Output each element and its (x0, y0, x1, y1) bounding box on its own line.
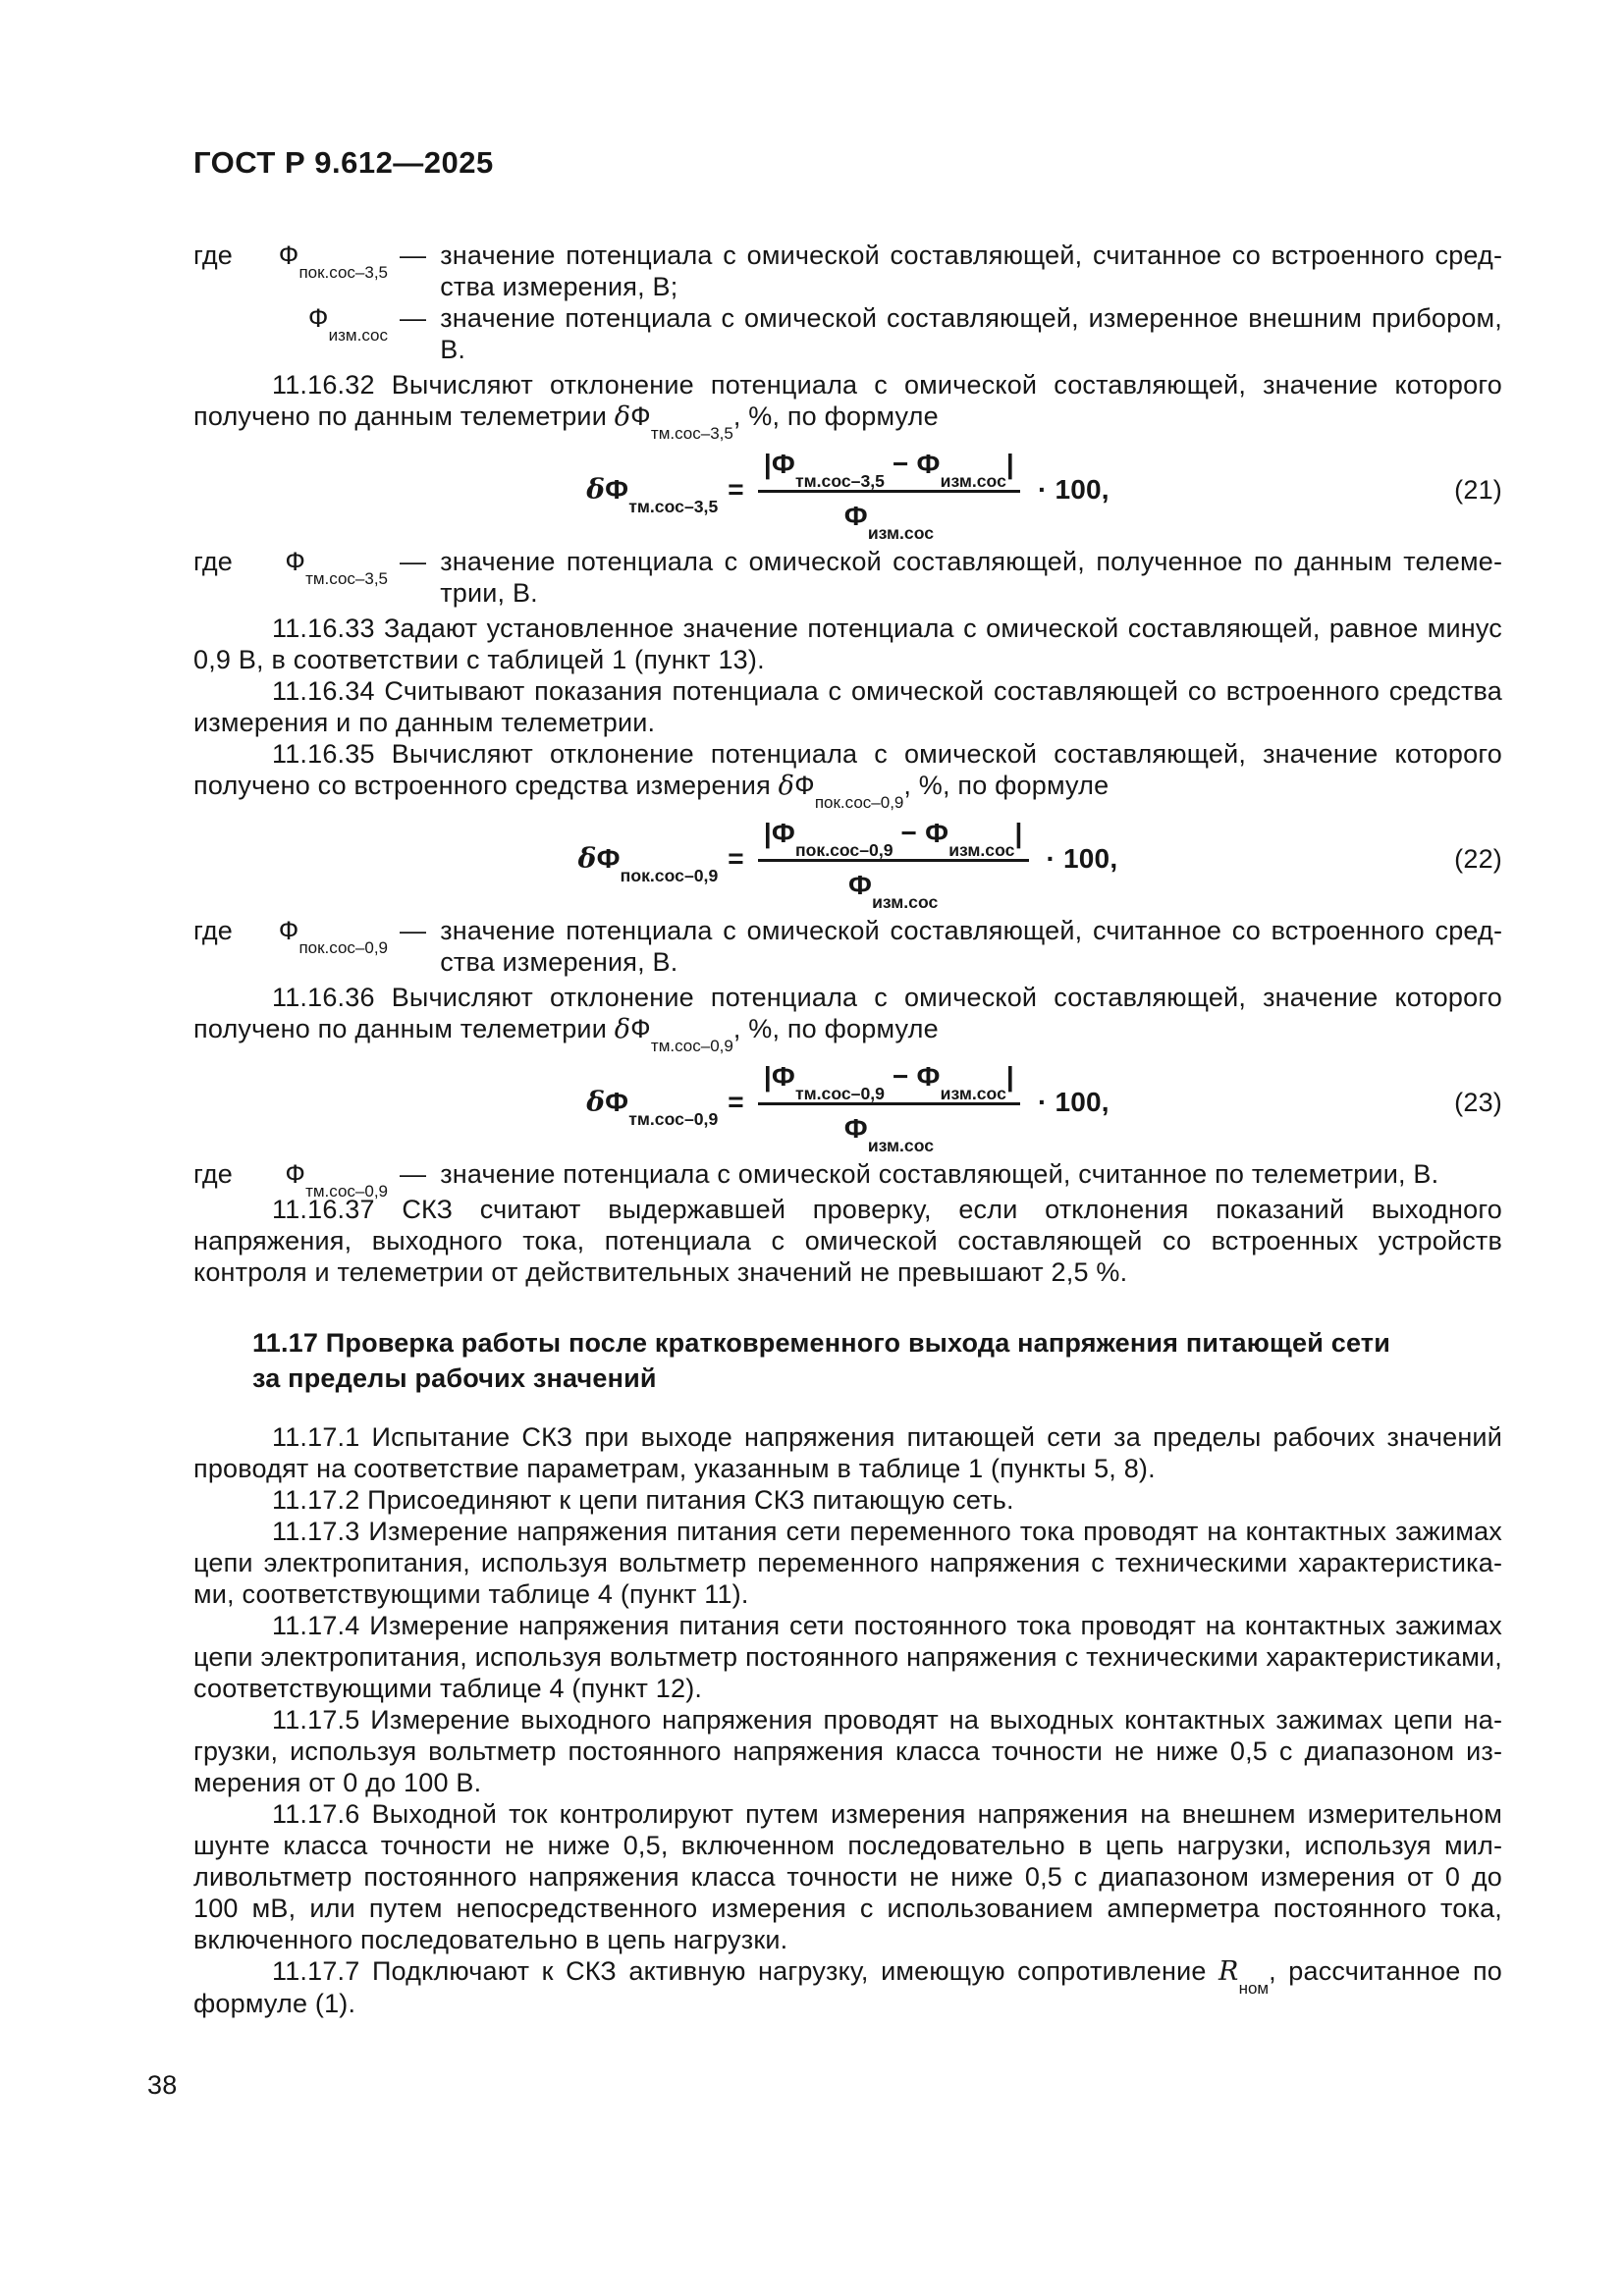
formula-22 (577, 818, 1118, 912)
subscript: тм.сос–0,9 (305, 1181, 388, 1201)
abs-bar: | (1014, 818, 1023, 848)
paragraph-11-17-5: 11.17.5 Измерение выходного напряжения проводят на выходных контактных зажимах цепи нагрузки, используя вольтметр постоянного напряжения класса точности не ниже 0,5 с диапазоном измерения от 0 до 100 В. (193, 1705, 1502, 1797)
paragraph-text: , %, по формуле (732, 401, 939, 431)
paragraph-text: 11.17.7 Подключают к СКЗ активную нагрузку, имеющую сопротивление (272, 1956, 1219, 1986)
subscript: пок.сос–0,9 (794, 840, 893, 860)
paragraph-11-16-34: 11.16.34 Считывают показания потенциала с омической составляющей со встроенного средства измерения и по данным телеметрии. (193, 676, 1502, 737)
subscript: изм.сос (940, 471, 1006, 491)
abs-bar: | (1005, 1061, 1014, 1092)
paragraph-11-17-4: 11.17.4 Измерение напряжения питания сети постоянного тока проводят на контактных зажимах цепи электропитания, используя вольтметр постоянного напряжения с техническими характеристиками, соответствующими таблице 4 (пункт 12). (193, 1611, 1502, 1703)
subscript: пок.сос–3,5 (298, 262, 388, 282)
paragraph-11-16-36 (193, 982, 1502, 1055)
definition-block-4 (193, 1158, 1502, 1201)
inline-formula (1218, 1956, 1270, 1998)
fraction-numerator (758, 1061, 1020, 1105)
subscript: изм.сос (948, 840, 1015, 860)
paragraph-11-17-2: 11.17.2 Присоединяют к цепи питания СКЗ питающую сеть. (272, 1485, 1014, 1515)
delta-symbol: δ (614, 1014, 631, 1044)
def-text: значение потенциала с омической составляющей, полученное по данным телеметрии, В. (440, 547, 1502, 608)
subscript: тм.сос–3,5 (305, 568, 388, 588)
subscript: тм.сос–3,5 (650, 423, 733, 443)
def-lead: где (193, 240, 234, 270)
inline-formula (614, 1014, 733, 1055)
paragraph-text: , рассчитанное по формуле (1). (193, 1956, 1502, 2018)
fraction-numerator (758, 818, 1029, 862)
minus-sign: − (892, 1061, 909, 1092)
fraction (758, 818, 1029, 912)
phi-symbol: Ф (843, 1113, 868, 1144)
subscript: тм.сос–3,5 (628, 496, 719, 516)
multiply-100: · 100, (1037, 1086, 1110, 1117)
def-text: значение потенциала с омической составляющей, измеренное внешним прибором, В. (440, 303, 1502, 364)
definition-row (193, 1158, 1502, 1201)
abs-bar: | (763, 449, 772, 479)
subscript: пок.сос–0,9 (620, 865, 719, 885)
delta-symbol: δ (614, 401, 631, 432)
equation-row-22 (193, 818, 1502, 912)
doc-code: ГОСТ Р 9.612—2025 (193, 145, 494, 180)
dash: — (400, 916, 427, 945)
phi-symbol: Ф (843, 501, 868, 531)
page-number: 38 (147, 2070, 178, 2100)
phi-symbol: Ф (278, 916, 299, 945)
paragraph-11-17-3: 11.17.3 Измерение напряжения питания сети переменного тока проводят на контактных зажимах цепи электропитания, используя вольтметр переменного напряжения с техническими характеристиками, соответствующими таблице 4 (пункт 11). (193, 1517, 1502, 1609)
multiply-100: · 100, (1037, 473, 1110, 505)
phi-symbol: Ф (630, 401, 651, 431)
phi-symbol: Ф (916, 449, 941, 479)
delta-symbol: δ (586, 472, 606, 506)
paragraph-text: 11.16.35 Вычисляют отклонение потенциала с омической составляющей, значение которого получено со встроенного средства измерения (193, 739, 1502, 800)
paragraph-11-16-35 (193, 738, 1502, 812)
dash: — (400, 1159, 427, 1189)
phi-symbol: Ф (605, 1086, 629, 1117)
def-lead: где (193, 547, 234, 576)
phi-symbol: Ф (285, 547, 306, 576)
phi-symbol: Ф (771, 818, 795, 848)
paragraph-11-16-33: 11.16.33 Задают установленное значение потенциала с омической составляющей, равное минус 0,9 В, в соответствии с таблицей 1 (пункт 13). (193, 614, 1502, 674)
phi-symbol: Ф (285, 1159, 306, 1189)
def-term (250, 915, 388, 957)
delta-symbol: δ (577, 841, 597, 875)
def-lead: где (193, 916, 234, 945)
fraction-denominator (843, 493, 935, 543)
subscript: изм.сос (867, 1136, 935, 1155)
paragraph-11-17-6: 11.17.6 Выходной ток контролируют путем измерения напряжения на внешнем измерительном шунте класса точности не ниже 0,5, включенном последовательно в цепь нагрузки, используя милливольтметр постоянного напряжения класса точности не ниже 0,5 с диапазоном измерения от 0 до 100 мВ, или путем непосредственного измерения с использованием амперметра постоянного тока, включенного последовательно в цепь нагрузки. (193, 1799, 1502, 1954)
subscript: тм.сос–0,9 (794, 1084, 885, 1103)
phi-symbol: Ф (794, 771, 815, 800)
formula-lhs (586, 472, 719, 516)
phi-symbol: Ф (278, 240, 299, 270)
equation-number: (23) (1454, 1087, 1502, 1117)
phi-symbol: Ф (916, 1061, 941, 1092)
paragraph-text: , %, по формуле (732, 1014, 939, 1043)
phi-symbol: Ф (596, 842, 621, 874)
def-text: значение потенциала с омической составляющей, считанное со встроенного средства измерения, В. (440, 916, 1502, 977)
subscript: тм.сос–0,9 (650, 1036, 733, 1055)
abs-bar: | (1005, 449, 1014, 479)
paragraph-text: 11.16.32 Вычисляют отклонение потенциала с омической составляющей, значение которого получено по данным телеметрии (193, 370, 1502, 431)
definition-row (193, 302, 1502, 365)
fraction-denominator (843, 1105, 935, 1155)
def-term (250, 1158, 388, 1201)
phi-symbol: Ф (307, 303, 329, 333)
definition-block-3 (193, 915, 1502, 978)
equation-number: (21) (1454, 474, 1502, 505)
definition-row (193, 240, 1502, 302)
def-term (250, 240, 388, 282)
paragraph-text: 11.16.36 Вычисляют отклонение потенциала с омической составляющей, значение которого получено по данным телеметрии (193, 983, 1502, 1043)
inline-formula (614, 401, 733, 443)
def-term (250, 302, 388, 345)
doc-header (193, 147, 1502, 179)
subscript: изм.сос (872, 892, 939, 912)
abs-bar: | (763, 1061, 772, 1092)
definition-block-2 (193, 546, 1502, 609)
phi-symbol: Ф (771, 1061, 795, 1092)
subscript: изм.сос (940, 1084, 1006, 1103)
def-term (250, 546, 388, 588)
dash: — (400, 547, 427, 576)
formula-23 (586, 1061, 1110, 1155)
equation-number: (22) (1454, 843, 1502, 874)
fraction-denominator (847, 862, 939, 912)
fraction-numerator (758, 449, 1020, 493)
section-heading-11-17 (193, 1325, 1502, 1396)
formula-lhs (586, 1085, 719, 1129)
phi-symbol: Ф (925, 818, 949, 848)
section-heading-line2: за пределы рабочих значений (252, 1363, 657, 1393)
fraction (758, 449, 1020, 543)
section-heading-line1: 11.17 Проверка работы после кратковременного выхода напряжения питающей сети (252, 1328, 1391, 1358)
subscript: ном (1238, 1978, 1270, 1998)
paragraph-11-16-37: 11.16.37 СКЗ считают выдержавшей проверку, если отклонения показаний выходного напряжения, выходного тока, потенциала с омической составляющей со встроенных устройств контроля и телеметрии от действительных значений не превышают 2,5 %. (193, 1195, 1502, 1287)
phi-symbol: Ф (630, 1014, 651, 1043)
def-text: значение потенциала с омической составляющей, считанное по телеметрии, В. (440, 1159, 1439, 1189)
dash: — (400, 240, 427, 270)
definition-row (193, 546, 1502, 609)
equals-sign: = (728, 842, 744, 874)
paragraph-text: , %, по формуле (903, 771, 1110, 800)
page-content (193, 147, 1502, 2019)
def-text: значение потенциала с омической составляющей, считанное со встроенного средства измерения, В; (440, 240, 1502, 301)
abs-bar: | (763, 818, 772, 848)
minus-sign: − (900, 818, 918, 848)
multiply-100: · 100, (1046, 842, 1118, 874)
resistance-symbol: R (1218, 1956, 1239, 1987)
paragraph-11-17-1: 11.17.1 Испытание СКЗ при выходе напряжения питающей сети за пределы рабочих значений проводят на соответствие параметрам, указанным в таблице 1 (пункты 5, 8). (193, 1422, 1502, 1483)
delta-symbol: δ (778, 771, 795, 801)
def-lead: где (193, 1159, 234, 1189)
equation-row-23 (193, 1061, 1502, 1155)
minus-sign: − (892, 449, 909, 479)
inline-formula (778, 771, 904, 812)
equals-sign: = (728, 473, 744, 505)
subscript: пок.сос–0,9 (298, 937, 388, 957)
equation-row-21 (193, 449, 1502, 543)
definition-row (193, 915, 1502, 978)
subscript: изм.сос (328, 325, 388, 345)
fraction (758, 1061, 1020, 1155)
subscript: тм.сос–3,5 (794, 471, 885, 491)
phi-symbol: Ф (605, 473, 629, 505)
equals-sign: = (728, 1086, 744, 1117)
formula-lhs (577, 841, 719, 885)
subscript: пок.сос–0,9 (814, 792, 904, 812)
subscript: изм.сос (867, 523, 935, 543)
phi-symbol: Ф (771, 449, 795, 479)
delta-symbol: δ (586, 1085, 606, 1118)
paragraph-11-17-7 (193, 1955, 1502, 2019)
dash: — (400, 303, 427, 333)
formula-21 (586, 449, 1110, 543)
definition-block-1 (193, 240, 1502, 365)
phi-symbol: Ф (847, 870, 873, 900)
subscript: тм.сос–0,9 (628, 1108, 719, 1129)
paragraph-11-16-32 (193, 369, 1502, 443)
